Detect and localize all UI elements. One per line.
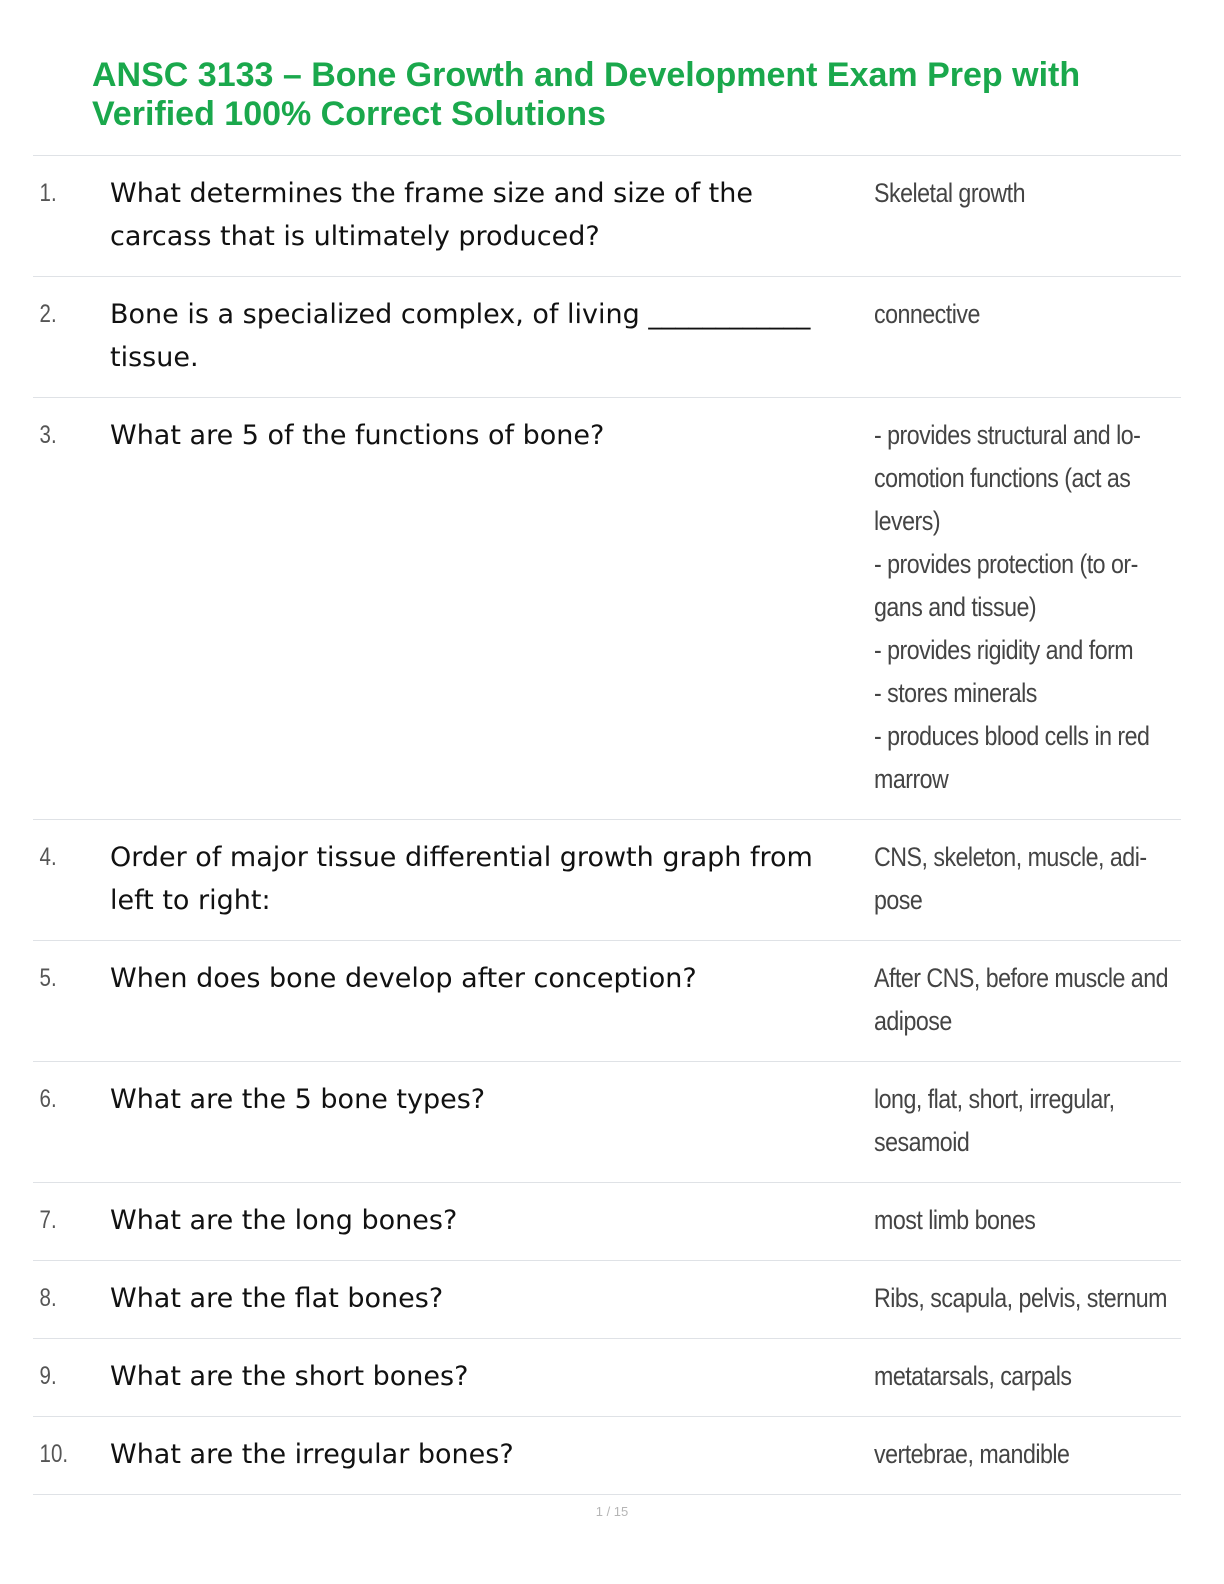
flashcard-row <box>33 820 1181 941</box>
card-answer <box>874 293 1181 379</box>
card-number: 1. <box>39 179 57 207</box>
card-question: What are the irregular bones? <box>110 1439 514 1470</box>
card-question: What are the 5 bone types? <box>110 1084 486 1115</box>
card-question: What are the long bones? <box>110 1205 458 1236</box>
card-answer-text: Skeletal growth <box>874 178 1026 208</box>
card-number: 10. <box>39 1440 69 1468</box>
card-number: 5. <box>39 964 57 992</box>
card-answer <box>874 1199 1181 1242</box>
flashcard-row <box>33 1183 1181 1261</box>
card-number: 3. <box>39 421 57 449</box>
card-number: 8. <box>39 1284 57 1312</box>
card-question: Bone is a specialized complex, of living ____________ tissue. <box>110 299 811 373</box>
document-title: ANSC 3133 – Bone Growth and Development Exam Prep with Verified 100% Correct Solutions <box>92 56 1081 133</box>
flashcard-row <box>33 156 1181 277</box>
card-question: What are the flat bones? <box>110 1283 444 1314</box>
card-answer <box>874 836 1181 922</box>
card-question: Order of major tissue differential growth graph from left to right: <box>110 842 813 916</box>
page-number: 1 / 15 <box>595 1504 629 1519</box>
card-answer-text: connective <box>874 299 980 329</box>
card-answer <box>874 414 1181 801</box>
card-number: 2. <box>39 300 57 328</box>
flashcard-list <box>33 155 1181 1495</box>
card-answer <box>874 1355 1181 1398</box>
card-number: 6. <box>39 1085 57 1113</box>
card-answer <box>874 1433 1181 1476</box>
card-answer-text: vertebrae, mandible <box>874 1439 1070 1469</box>
card-question: When does bone develop after conception? <box>110 963 697 994</box>
card-answer-text: most limb bones <box>874 1205 1036 1235</box>
card-number: 7. <box>39 1206 57 1234</box>
flashcard-row <box>33 941 1181 1062</box>
card-question: What determines the frame size and size of the carcass that is ultimately produced? <box>110 178 753 252</box>
card-number: 4. <box>39 843 57 871</box>
flashcard-row <box>33 1339 1181 1417</box>
card-question: What are the short bones? <box>110 1361 469 1392</box>
card-answer-text: - provides structural and lo- comotion functions (act as levers) - provides protection (to or- gans and tissue) - provides rigidity and form - stores minerals - produces blood cells in red marrow <box>874 420 1150 794</box>
card-question: What are 5 of the functions of bone? <box>110 420 605 451</box>
flashcard-row <box>33 277 1181 398</box>
flashcard-row <box>33 1062 1181 1183</box>
card-answer-text: long, flat, short, irregular, sesamoid <box>874 1084 1115 1157</box>
flashcard-row <box>33 398 1181 820</box>
card-answer <box>874 1277 1181 1320</box>
flashcard-row <box>33 1417 1181 1495</box>
card-answer <box>874 172 1181 258</box>
card-answer <box>874 1078 1181 1164</box>
card-answer <box>874 957 1181 1043</box>
card-answer-text: metatarsals, carpals <box>874 1361 1072 1391</box>
card-answer-text: CNS, skeleton, muscle, adi- pose <box>874 842 1147 915</box>
card-number: 9. <box>39 1362 57 1390</box>
card-answer-text: After CNS, before muscle and adipose <box>874 963 1169 1036</box>
card-answer-text: Ribs, scapula, pelvis, sternum <box>874 1283 1167 1313</box>
flashcard-row <box>33 1261 1181 1339</box>
